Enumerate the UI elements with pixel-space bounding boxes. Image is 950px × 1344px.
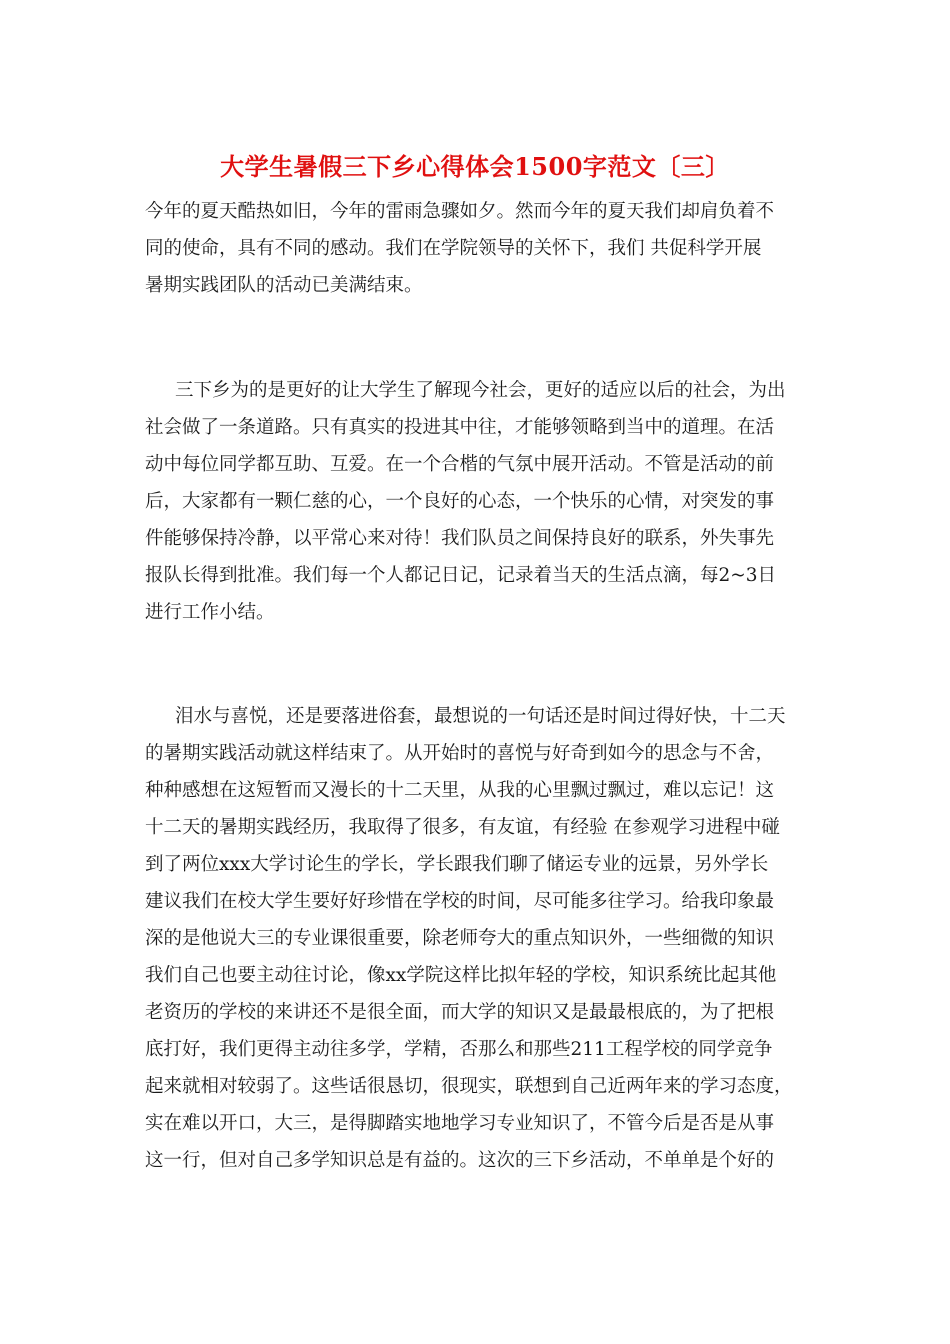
paragraph-line: 件能够保持冷静，以平常心来对待！我们队员之间保持良好的联系，外失事先	[145, 528, 775, 549]
paragraph-line: 种种感想在这短暂而又漫长的十二天里，从我的心里飘过飘过，难以忘记！这	[145, 780, 775, 801]
paragraph-line: 底打好，我们更得主动往多学，学精，否那么和那些211工程学校的同学竞争	[145, 1039, 773, 1060]
paragraph-line: 同的使命，具有不同的感动。我们在学院领导的关怀下，我们 共促科学开展	[145, 238, 762, 259]
paragraph-line: 建议我们在校大学生要好好珍惜在学校的时间，尽可能多往学习。给我印象最	[145, 891, 775, 912]
paragraph-line: 暑期实践团队的活动已美满结束。	[145, 275, 423, 296]
paragraph-line: 深的是他说大三的专业课很重要，除老师夸大的重点知识外，一些细微的知识	[145, 928, 775, 949]
paragraph-line: 到了两位xxx大学讨论生的学长，学长跟我们聊了储运专业的远景，另外学长	[145, 854, 769, 875]
paragraph-line: 十二天的暑期实践经历，我取得了很多，有友谊，有经验 在参观学习进程中碰	[145, 817, 780, 838]
paragraph-line: 三下乡为的是更好的让大学生了解现今社会，更好的适应以后的社会，为出	[175, 380, 786, 401]
paragraph-line: 社会做了一条道路。只有真实的投进其中往，才能够领略到当中的道理。在活	[145, 417, 775, 438]
paragraph-1	[145, 193, 815, 304]
paragraph-line: 这一行，但对自己多学知识总是有益的。这次的三下乡活动，不单单是个好的	[145, 1150, 775, 1171]
paragraph-line: 实在难以开口，大三，是得脚踏实地地学习专业知识了，不管今后是否是从事	[145, 1113, 775, 1134]
paragraph-line: 进行工作小结。	[145, 602, 275, 623]
paragraph-3	[145, 698, 815, 1179]
paragraph-line: 我们自己也要主动往讨论，像xx学院这样比拟年轻的学校，知识系统比起其他	[145, 965, 777, 986]
paragraph-line: 今年的夏天酷热如旧，今年的雷雨急骤如夕。然而今年的夏天我们却肩负着不	[145, 201, 775, 222]
paragraph-2	[145, 372, 815, 631]
document-title: 大学生暑假三下乡心得体会1500字范文〔三〕	[220, 152, 730, 181]
paragraph-line: 老资历的学校的来讲还不是很全面，而大学的知识又是最最根底的，为了把根	[145, 1002, 775, 1023]
paragraph-line: 起来就相对较弱了。这些话很恳切，很现实，联想到自己近两年来的学习态度，	[145, 1076, 793, 1097]
paragraph-line: 泪水与喜悦，还是要落进俗套，最想说的一句话还是时间过得好快，十二天	[175, 706, 786, 727]
paragraph-line: 动中每位同学都互助、互爱。在一个合楷的气氛中展开活动。不管是活动的前	[145, 454, 775, 475]
paragraph-line: 的暑期实践活动就这样结束了。从开始时的喜悦与好奇到如今的思念与不舍，	[145, 743, 775, 764]
paragraph-line: 报队长得到批准。我们每一个人都记日记，记录着当天的生活点滴，每2~3日	[145, 565, 777, 586]
paragraph-line: 后，大家都有一颗仁慈的心，一个良好的心态，一个快乐的心情，对突发的事	[145, 491, 775, 512]
